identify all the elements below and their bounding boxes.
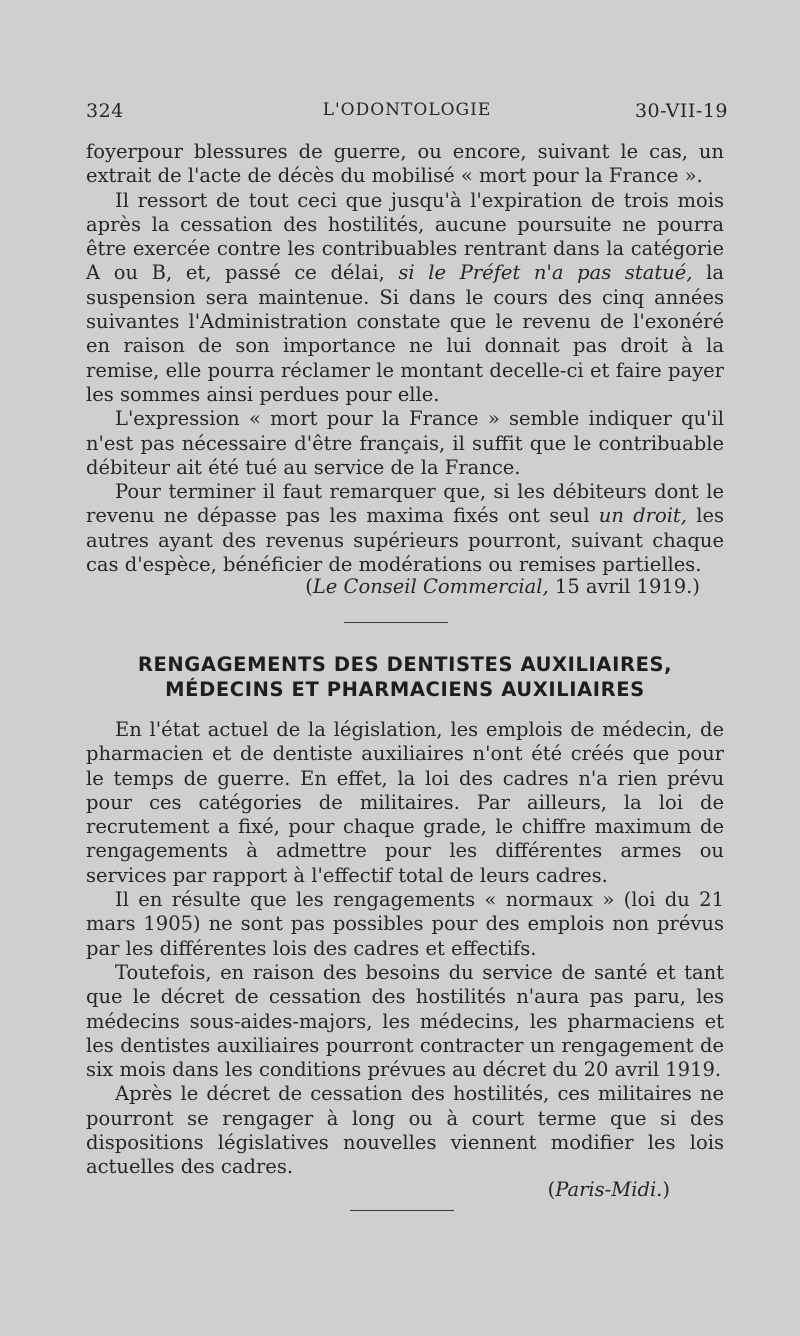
article-2-paragraph-3: Toutefois, en raison des besoins du service de santé et tant que le décret de cessation des hostilités n'aura pas paru, les médecins sous-aides-majors, les médecins, les pharmaciens et les dentistes auxiliaires pourront contracter un rengagement de six mois dans les conditions prévues au décret du 20 avril 1919. <box>86 960 724 1082</box>
italic-phrase: un droit, <box>598 504 687 528</box>
article-2-body <box>86 718 724 1180</box>
article-2-paragraph-2: Il en résulte que les rengagements « normaux » (loi du 21 mars 1905) ne sont pas possibles pour des emplois non prévus par les différentes lois des cadres et effectifs. <box>86 888 724 960</box>
end-divider <box>350 1210 454 1211</box>
article-2-source: (Paris-Midi.) <box>547 1178 670 1201</box>
article-2-paragraph-4: Après le décret de cessation des hostilités, ces militaires ne pourront se rengager à long ou à court terme que si des dispositions législatives nouvelles viennent modifier les lois actuelles des cadres. <box>86 1082 724 1179</box>
issue-date: 30-VII-19 <box>634 100 728 122</box>
article-2-paragraph-1: En l'état actuel de la législation, les emplois de médecin, de pharmacien et de dentiste auxiliaires n'ont été créés que pour le temps de guerre. En effet, la loi des cadres n'a rien prévu pour ces catégories de militaires. Par ailleurs, la loi de recrutement a fixé, pour chaque grade, le chiffre maximum de rengagements à admettre pour les différentes armes ou services par rapport à l'effectif total de leurs cadres. <box>86 718 724 887</box>
italic-phrase: si le Préfet n'a pas statué, <box>398 261 693 285</box>
article-1-body <box>86 140 724 577</box>
page-number: 324 <box>86 100 124 122</box>
heading-line-2: MÉDECINS ET PHARMACIENS AUXILIAIRES <box>165 678 645 701</box>
article-1-paragraph-1: foyerpour blessures de guerre, ou encore, suivant le cas, un extrait de l'acte de décès du mobilisé « mort pour la France ». <box>86 140 724 188</box>
section-divider <box>344 622 448 623</box>
article-1-paragraph-2: Il ressort de tout ceci que jusqu'à l'expiration de trois mois après la cessation des hostilités, aucune poursuite ne pourra être exercée contre les contribuables rentrant dans la catégorie A ou B, et, passé ce délai, si le Préfet n'a pas statué, la suspension sera maintenue. Si dans le cours des cinq années suivantes l'Administration constate que le revenu de l'exonéré en raison de son importance ne lui donnait pas droit à la remise, elle pourra réclamer le montant decelle-ci et faire payer les sommes ainsi perdues pour elle. <box>86 188 724 406</box>
journal-title: L'ODONTOLOGIE <box>322 100 492 120</box>
page-header <box>86 100 728 130</box>
article-1-paragraph-3: L'expression « mort pour la France » semble indiquer qu'il n'est pas nécessaire d'être français, il suffit que le contribuable débiteur ait été tué au service de la France. <box>86 407 724 479</box>
article-1-source: (Le Conseil Commercial, 15 avril 1919.) <box>305 575 700 598</box>
article-2-heading <box>86 652 724 702</box>
heading-line-1: RENGAGEMENTS DES DENTISTES AUXILIAIRES, <box>137 653 673 676</box>
article-1-paragraph-4: Pour terminer il faut remarquer que, si les débiteurs dont le revenu ne dépasse pas les maxima fixés ont seul un droit, les autres ayant des revenus supérieurs pourront, suivant chaque cas d'espèce, bénéficier de modérations ou remises partielles. <box>86 480 724 577</box>
